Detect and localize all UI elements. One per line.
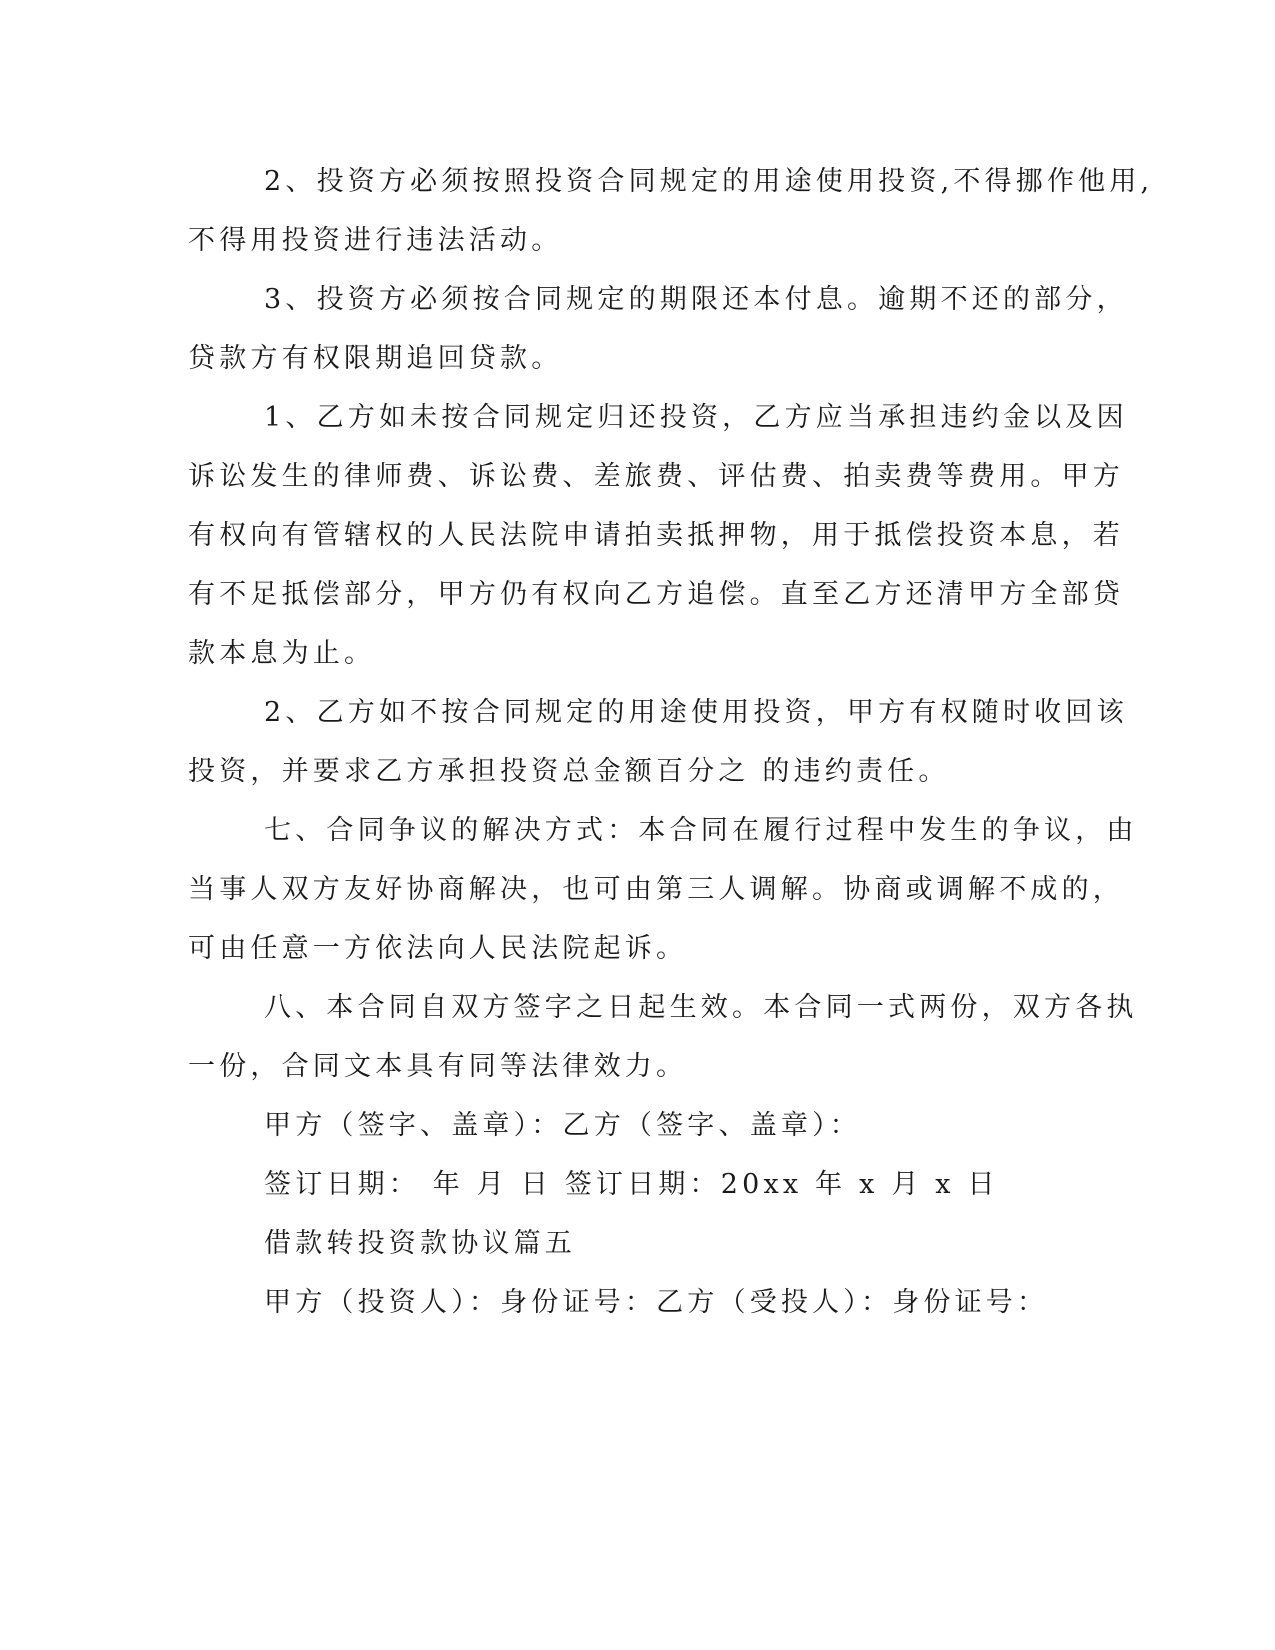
text-line: 不得用投资进行违法活动。: [188, 225, 563, 256]
text-line: 七、合同争议的解决方式：本合同在履行过程中发生的争议，由: [264, 815, 1138, 846]
text-line: 1、乙方如未按合同规定归还投资，乙方应当承担违约金以及因: [264, 402, 1128, 433]
text-line: 有权向有管辖权的人民法院申请拍卖抵押物，用于抵偿投资本息，若: [188, 520, 1124, 551]
date-line: 签订日期： 年 月 日 签订日期：20xx 年 x 月 x 日: [264, 1169, 999, 1200]
text-line: 八、本合同自双方签字之日起生效。本合同一式两份，双方各执: [264, 992, 1138, 1023]
text-line: 2、投资方必须按照投资合同规定的用途使用投资,不得挪作他用,: [264, 166, 1154, 197]
text-line: 有不足抵偿部分，甲方仍有权向乙方追偿。直至乙方还清甲方全部贷: [188, 579, 1124, 610]
text-line: 诉讼发生的律师费、诉讼费、差旅费、评估费、拍卖费等费用。甲方: [188, 461, 1124, 492]
text-line: 贷款方有权限期追回贷款。: [188, 343, 563, 374]
text-line: 款本息为止。: [188, 638, 376, 669]
text-line: 投资，并要求乙方承担投资总金额百分之 的违约责任。: [188, 756, 950, 787]
party-line: 甲方（投资人）：身份证号：乙方（受投人）：身份证号：: [264, 1287, 1049, 1318]
text-line: 2、乙方如不按合同规定的用途使用投资，甲方有权随时收回该: [264, 697, 1128, 728]
section-title: 借款转投资款协议篇五: [264, 1228, 576, 1259]
text-line: 3、投资方必须按合同规定的期限还本付息。逾期不还的部分，: [264, 284, 1128, 315]
signature-line: 甲方（签字、盖章）：乙方（签字、盖章）：: [264, 1110, 861, 1141]
text-line: 一份，合同文本具有同等法律效力。: [188, 1051, 688, 1082]
text-line: 当事人双方友好协商解决，也可由第三人调解。协商或调解不成的，: [188, 874, 1124, 905]
text-line: 可由任意一方依法向人民法院起诉。: [188, 933, 688, 964]
